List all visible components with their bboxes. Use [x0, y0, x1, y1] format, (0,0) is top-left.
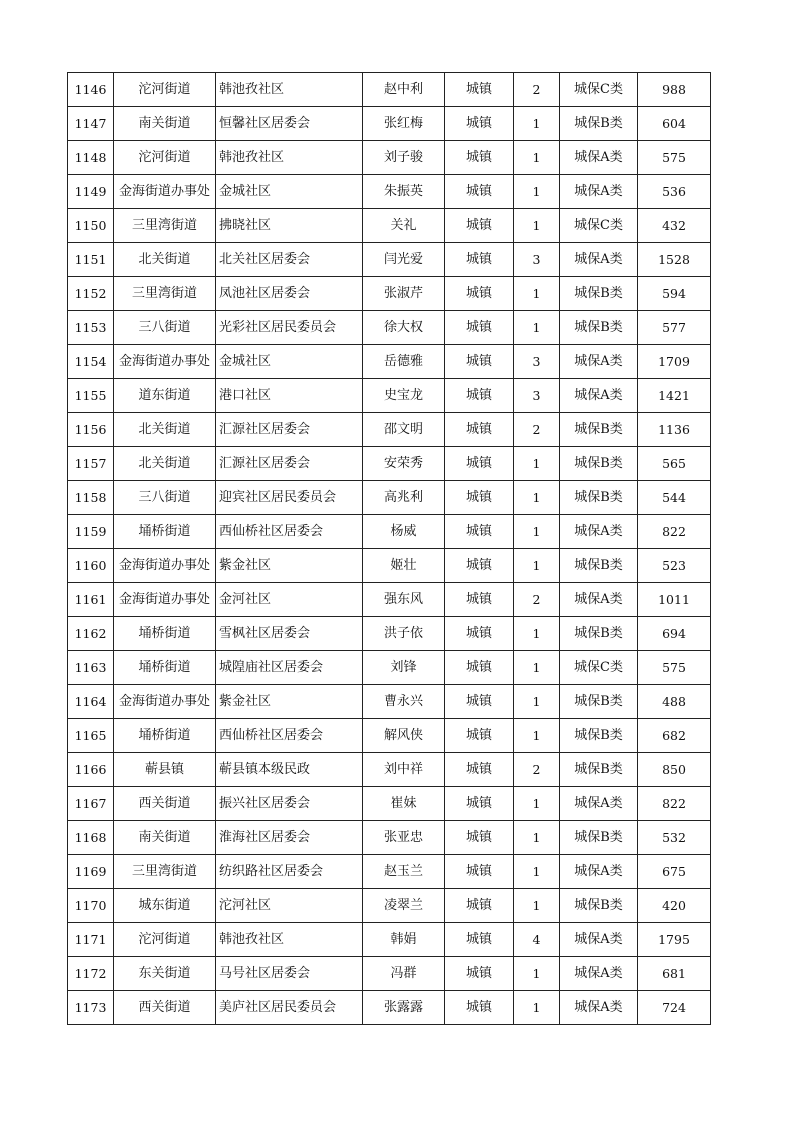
street-cell: 金海街道办事处 [114, 685, 216, 719]
household-count-cell: 2 [514, 753, 560, 787]
community-cell: 紫金社区 [216, 685, 363, 719]
area-type-cell: 城镇 [445, 515, 514, 549]
table-row [68, 311, 711, 345]
community-cell: 港口社区 [216, 379, 363, 413]
table-row [68, 583, 711, 617]
table-row [68, 617, 711, 651]
table-row [68, 719, 711, 753]
amount-cell: 575 [638, 141, 711, 175]
household-count-cell: 1 [514, 175, 560, 209]
area-type-cell: 城镇 [445, 719, 514, 753]
category-cell: 城保C类 [560, 209, 638, 243]
area-type-cell: 城镇 [445, 957, 514, 991]
serial-number-cell: 1153 [68, 311, 114, 345]
community-cell: 纺织路社区居委会 [216, 855, 363, 889]
person-name-cell: 徐大权 [363, 311, 445, 345]
serial-number-cell: 1167 [68, 787, 114, 821]
table-row [68, 447, 711, 481]
area-type-cell: 城镇 [445, 889, 514, 923]
community-cell: 沱河社区 [216, 889, 363, 923]
amount-cell: 575 [638, 651, 711, 685]
person-name-cell: 赵中利 [363, 73, 445, 107]
household-count-cell: 2 [514, 73, 560, 107]
street-cell: 三八街道 [114, 481, 216, 515]
person-name-cell: 张红梅 [363, 107, 445, 141]
amount-cell: 675 [638, 855, 711, 889]
table-row [68, 651, 711, 685]
street-cell: 北关街道 [114, 413, 216, 447]
category-cell: 城保B类 [560, 685, 638, 719]
street-cell: 三八街道 [114, 311, 216, 345]
amount-cell: 432 [638, 209, 711, 243]
amount-cell: 681 [638, 957, 711, 991]
community-cell: 城隍庙社区居委会 [216, 651, 363, 685]
area-type-cell: 城镇 [445, 549, 514, 583]
household-count-cell: 1 [514, 651, 560, 685]
street-cell: 金海街道办事处 [114, 583, 216, 617]
community-cell: 金城社区 [216, 175, 363, 209]
household-count-cell: 2 [514, 583, 560, 617]
table-row [68, 957, 711, 991]
table-row [68, 175, 711, 209]
amount-cell: 1528 [638, 243, 711, 277]
table-row [68, 991, 711, 1025]
person-name-cell: 刘子骏 [363, 141, 445, 175]
person-name-cell: 崔妹 [363, 787, 445, 821]
community-cell: 拂晓社区 [216, 209, 363, 243]
table-row [68, 277, 711, 311]
serial-number-cell: 1172 [68, 957, 114, 991]
serial-number-cell: 1165 [68, 719, 114, 753]
category-cell: 城保A类 [560, 175, 638, 209]
street-cell: 金海街道办事处 [114, 549, 216, 583]
table-row [68, 243, 711, 277]
amount-cell: 536 [638, 175, 711, 209]
amount-cell: 694 [638, 617, 711, 651]
area-type-cell: 城镇 [445, 73, 514, 107]
category-cell: 城保B类 [560, 821, 638, 855]
community-cell: 迎宾社区居民委员会 [216, 481, 363, 515]
street-cell: 蕲县镇 [114, 753, 216, 787]
community-cell: 汇源社区居委会 [216, 413, 363, 447]
street-cell: 沱河街道 [114, 923, 216, 957]
area-type-cell: 城镇 [445, 311, 514, 345]
person-name-cell: 洪子依 [363, 617, 445, 651]
category-cell: 城保A类 [560, 243, 638, 277]
category-cell: 城保B类 [560, 889, 638, 923]
household-count-cell: 1 [514, 141, 560, 175]
area-type-cell: 城镇 [445, 651, 514, 685]
amount-cell: 822 [638, 787, 711, 821]
serial-number-cell: 1155 [68, 379, 114, 413]
area-type-cell: 城镇 [445, 379, 514, 413]
person-name-cell: 曹永兴 [363, 685, 445, 719]
amount-cell: 1709 [638, 345, 711, 379]
area-type-cell: 城镇 [445, 753, 514, 787]
community-cell: 韩池孜社区 [216, 141, 363, 175]
table-row [68, 107, 711, 141]
community-cell: 金河社区 [216, 583, 363, 617]
table-row [68, 889, 711, 923]
person-name-cell: 韩娟 [363, 923, 445, 957]
household-count-cell: 3 [514, 243, 560, 277]
area-type-cell: 城镇 [445, 107, 514, 141]
amount-cell: 1136 [638, 413, 711, 447]
table-row [68, 379, 711, 413]
table-row [68, 413, 711, 447]
household-count-cell: 1 [514, 787, 560, 821]
person-name-cell: 刘锋 [363, 651, 445, 685]
category-cell: 城保B类 [560, 719, 638, 753]
serial-number-cell: 1171 [68, 923, 114, 957]
area-type-cell: 城镇 [445, 991, 514, 1025]
street-cell: 北关街道 [114, 243, 216, 277]
table-row [68, 923, 711, 957]
area-type-cell: 城镇 [445, 685, 514, 719]
table-row [68, 821, 711, 855]
category-cell: 城保B类 [560, 311, 638, 345]
area-type-cell: 城镇 [445, 481, 514, 515]
area-type-cell: 城镇 [445, 447, 514, 481]
person-name-cell: 凌翠兰 [363, 889, 445, 923]
serial-number-cell: 1157 [68, 447, 114, 481]
person-name-cell: 刘中祥 [363, 753, 445, 787]
person-name-cell: 高兆利 [363, 481, 445, 515]
amount-cell: 523 [638, 549, 711, 583]
amount-cell: 604 [638, 107, 711, 141]
amount-cell: 988 [638, 73, 711, 107]
community-cell: 雪枫社区居委会 [216, 617, 363, 651]
community-cell: 北关社区居委会 [216, 243, 363, 277]
serial-number-cell: 1166 [68, 753, 114, 787]
serial-number-cell: 1162 [68, 617, 114, 651]
beneficiary-table [67, 72, 711, 1025]
category-cell: 城保C类 [560, 73, 638, 107]
serial-number-cell: 1150 [68, 209, 114, 243]
community-cell: 恒馨社区居委会 [216, 107, 363, 141]
category-cell: 城保A类 [560, 515, 638, 549]
person-name-cell: 杨威 [363, 515, 445, 549]
household-count-cell: 1 [514, 957, 560, 991]
street-cell: 城东街道 [114, 889, 216, 923]
person-name-cell: 岳德雅 [363, 345, 445, 379]
serial-number-cell: 1160 [68, 549, 114, 583]
community-cell: 西仙桥社区居委会 [216, 515, 363, 549]
area-type-cell: 城镇 [445, 243, 514, 277]
street-cell: 金海街道办事处 [114, 175, 216, 209]
person-name-cell: 朱振英 [363, 175, 445, 209]
category-cell: 城保A类 [560, 923, 638, 957]
person-name-cell: 张露露 [363, 991, 445, 1025]
serial-number-cell: 1147 [68, 107, 114, 141]
person-name-cell: 姬壮 [363, 549, 445, 583]
street-cell: 南关街道 [114, 821, 216, 855]
amount-cell: 822 [638, 515, 711, 549]
category-cell: 城保B类 [560, 277, 638, 311]
serial-number-cell: 1154 [68, 345, 114, 379]
amount-cell: 1795 [638, 923, 711, 957]
amount-cell: 532 [638, 821, 711, 855]
area-type-cell: 城镇 [445, 209, 514, 243]
household-count-cell: 3 [514, 379, 560, 413]
area-type-cell: 城镇 [445, 413, 514, 447]
area-type-cell: 城镇 [445, 821, 514, 855]
household-count-cell: 1 [514, 209, 560, 243]
household-count-cell: 3 [514, 345, 560, 379]
street-cell: 埇桥街道 [114, 651, 216, 685]
category-cell: 城保A类 [560, 787, 638, 821]
street-cell: 埇桥街道 [114, 719, 216, 753]
street-cell: 金海街道办事处 [114, 345, 216, 379]
area-type-cell: 城镇 [445, 583, 514, 617]
household-count-cell: 1 [514, 107, 560, 141]
community-cell: 振兴社区居委会 [216, 787, 363, 821]
area-type-cell: 城镇 [445, 855, 514, 889]
street-cell: 道东街道 [114, 379, 216, 413]
table-row [68, 481, 711, 515]
serial-number-cell: 1151 [68, 243, 114, 277]
area-type-cell: 城镇 [445, 175, 514, 209]
serial-number-cell: 1173 [68, 991, 114, 1025]
amount-cell: 565 [638, 447, 711, 481]
community-cell: 淮海社区居委会 [216, 821, 363, 855]
street-cell: 南关街道 [114, 107, 216, 141]
person-name-cell: 解风侠 [363, 719, 445, 753]
street-cell: 三里湾街道 [114, 855, 216, 889]
category-cell: 城保A类 [560, 141, 638, 175]
household-count-cell: 1 [514, 719, 560, 753]
serial-number-cell: 1156 [68, 413, 114, 447]
street-cell: 北关街道 [114, 447, 216, 481]
household-count-cell: 1 [514, 515, 560, 549]
table-body [68, 73, 711, 1025]
category-cell: 城保B类 [560, 413, 638, 447]
category-cell: 城保B类 [560, 107, 638, 141]
table-row [68, 855, 711, 889]
household-count-cell: 1 [514, 991, 560, 1025]
category-cell: 城保B类 [560, 447, 638, 481]
street-cell: 沱河街道 [114, 73, 216, 107]
amount-cell: 594 [638, 277, 711, 311]
street-cell: 东关街道 [114, 957, 216, 991]
community-cell: 韩池孜社区 [216, 923, 363, 957]
street-cell: 西关街道 [114, 991, 216, 1025]
person-name-cell: 张淑芹 [363, 277, 445, 311]
community-cell: 汇源社区居委会 [216, 447, 363, 481]
table-row [68, 685, 711, 719]
amount-cell: 577 [638, 311, 711, 345]
street-cell: 三里湾街道 [114, 209, 216, 243]
community-cell: 韩池孜社区 [216, 73, 363, 107]
community-cell: 蕲县镇本级民政 [216, 753, 363, 787]
community-cell: 西仙桥社区居委会 [216, 719, 363, 753]
community-cell: 紫金社区 [216, 549, 363, 583]
amount-cell: 682 [638, 719, 711, 753]
street-cell: 西关街道 [114, 787, 216, 821]
household-count-cell: 1 [514, 549, 560, 583]
area-type-cell: 城镇 [445, 345, 514, 379]
amount-cell: 850 [638, 753, 711, 787]
household-count-cell: 1 [514, 685, 560, 719]
amount-cell: 488 [638, 685, 711, 719]
category-cell: 城保B类 [560, 753, 638, 787]
table-row [68, 73, 711, 107]
amount-cell: 420 [638, 889, 711, 923]
household-count-cell: 1 [514, 447, 560, 481]
table-row [68, 549, 711, 583]
amount-cell: 1011 [638, 583, 711, 617]
area-type-cell: 城镇 [445, 277, 514, 311]
category-cell: 城保A类 [560, 991, 638, 1025]
serial-number-cell: 1148 [68, 141, 114, 175]
table-row [68, 209, 711, 243]
serial-number-cell: 1161 [68, 583, 114, 617]
serial-number-cell: 1146 [68, 73, 114, 107]
person-name-cell: 闫光爱 [363, 243, 445, 277]
serial-number-cell: 1149 [68, 175, 114, 209]
serial-number-cell: 1170 [68, 889, 114, 923]
category-cell: 城保A类 [560, 957, 638, 991]
household-count-cell: 1 [514, 821, 560, 855]
amount-cell: 1421 [638, 379, 711, 413]
serial-number-cell: 1159 [68, 515, 114, 549]
category-cell: 城保A类 [560, 345, 638, 379]
person-name-cell: 安荣秀 [363, 447, 445, 481]
community-cell: 美庐社区居民委员会 [216, 991, 363, 1025]
household-count-cell: 1 [514, 311, 560, 345]
category-cell: 城保A类 [560, 379, 638, 413]
table-row [68, 141, 711, 175]
community-cell: 金城社区 [216, 345, 363, 379]
street-cell: 埇桥街道 [114, 617, 216, 651]
person-name-cell: 史宝龙 [363, 379, 445, 413]
area-type-cell: 城镇 [445, 617, 514, 651]
category-cell: 城保B类 [560, 481, 638, 515]
community-cell: 光彩社区居民委员会 [216, 311, 363, 345]
person-name-cell: 邵文明 [363, 413, 445, 447]
area-type-cell: 城镇 [445, 141, 514, 175]
street-cell: 沱河街道 [114, 141, 216, 175]
person-name-cell: 冯群 [363, 957, 445, 991]
household-count-cell: 1 [514, 617, 560, 651]
person-name-cell: 张亚忠 [363, 821, 445, 855]
street-cell: 三里湾街道 [114, 277, 216, 311]
street-cell: 埇桥街道 [114, 515, 216, 549]
area-type-cell: 城镇 [445, 923, 514, 957]
category-cell: 城保B类 [560, 549, 638, 583]
category-cell: 城保B类 [560, 617, 638, 651]
amount-cell: 544 [638, 481, 711, 515]
person-name-cell: 关礼 [363, 209, 445, 243]
household-count-cell: 1 [514, 277, 560, 311]
community-cell: 凤池社区居委会 [216, 277, 363, 311]
table-row [68, 753, 711, 787]
table-row [68, 515, 711, 549]
household-count-cell: 1 [514, 889, 560, 923]
person-name-cell: 赵玉兰 [363, 855, 445, 889]
serial-number-cell: 1164 [68, 685, 114, 719]
serial-number-cell: 1168 [68, 821, 114, 855]
serial-number-cell: 1163 [68, 651, 114, 685]
serial-number-cell: 1169 [68, 855, 114, 889]
serial-number-cell: 1158 [68, 481, 114, 515]
table-row [68, 787, 711, 821]
household-count-cell: 1 [514, 855, 560, 889]
area-type-cell: 城镇 [445, 787, 514, 821]
household-count-cell: 4 [514, 923, 560, 957]
category-cell: 城保A类 [560, 855, 638, 889]
category-cell: 城保A类 [560, 583, 638, 617]
table-row [68, 345, 711, 379]
person-name-cell: 强东风 [363, 583, 445, 617]
serial-number-cell: 1152 [68, 277, 114, 311]
amount-cell: 724 [638, 991, 711, 1025]
household-count-cell: 2 [514, 413, 560, 447]
household-count-cell: 1 [514, 481, 560, 515]
category-cell: 城保C类 [560, 651, 638, 685]
community-cell: 马号社区居委会 [216, 957, 363, 991]
